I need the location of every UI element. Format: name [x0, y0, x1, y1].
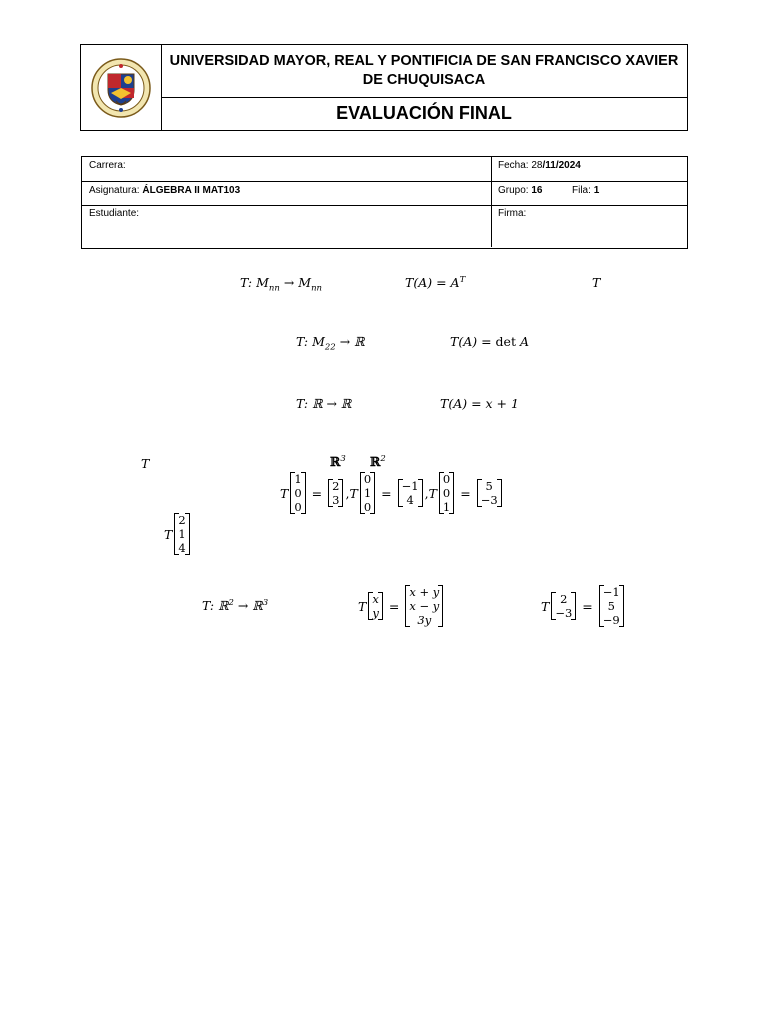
info-row-carrera	[82, 157, 687, 182]
firma-field[interactable]	[492, 205, 687, 247]
carrera-field[interactable]	[82, 157, 492, 181]
p3-map: T: ℝ → ℝ	[296, 396, 352, 411]
asignatura-field	[82, 181, 492, 205]
p4-T: T	[141, 456, 150, 471]
p4-e2-matrix: 0 1 0	[360, 472, 375, 514]
p4-r2: ℝ$^2$	[370, 454, 386, 470]
p2-definition: T(A) = det A	[450, 334, 529, 349]
p4-v1-matrix: 2 3	[328, 479, 343, 507]
grupo-field	[492, 181, 687, 205]
p5-arg-matrix: 2 −3	[551, 592, 576, 620]
grupo-value: 16	[531, 185, 543, 196]
p5-res-matrix: −1 5 −9	[599, 585, 624, 627]
university-name: UNIVERSIDAD MAYOR, REAL Y PONTIFICIA DE SAN FRANCISCO XAVIER DE CHUQUISACA	[161, 45, 687, 98]
logo-cell	[81, 45, 162, 130]
p4-equations: T 1 0 0 = 2 3 , T 0 1 0 = −1 4 , T 0 0 1 = 5 −3	[280, 472, 504, 514]
fila-label: Fila:	[572, 185, 591, 196]
p4-query: T 2 1 4	[164, 513, 192, 555]
fecha-rest: /11/2024	[542, 160, 581, 171]
asignatura-label: Asignatura:	[89, 185, 140, 196]
p1-map: T: $M_{nn} \to M_{nn}$	[240, 275, 323, 294]
p4-r3: ℝ$^3$	[330, 454, 346, 470]
estudiante-label: Estudiante:	[89, 208, 140, 219]
info-table	[81, 156, 688, 249]
university-crest-icon	[90, 57, 152, 119]
p4-v2-matrix: −1 4	[398, 479, 423, 507]
p4-query-matrix: 2 1 4	[174, 513, 189, 555]
p5-in-matrix: x y	[368, 592, 383, 620]
p3-definition: T(A) = x + 1	[440, 396, 519, 411]
p1-definition: $T(A) = A^T$	[405, 275, 466, 291]
p5-definition: T x y = x + y x − y 3y	[358, 585, 445, 627]
p5-map: T: ℝ$^2$ → ℝ$^3$	[202, 598, 269, 614]
fila-field	[572, 185, 599, 196]
info-row-estudiante	[82, 205, 687, 247]
fecha-label: Fecha:	[498, 160, 529, 171]
fila-value: 1	[593, 185, 600, 196]
firma-label: Firma:	[498, 208, 527, 219]
info-row-asignatura	[82, 181, 687, 206]
header-box	[80, 44, 688, 131]
p1-tail: T	[592, 275, 601, 290]
p4-e3-matrix: 0 0 1	[439, 472, 454, 514]
p4-e1-matrix: 1 0 0	[290, 472, 305, 514]
p5-out-matrix: x + y x − y 3y	[405, 585, 443, 627]
p4-v3-matrix: 5 −3	[477, 479, 502, 507]
grupo-label: Grupo:	[498, 185, 529, 196]
asignatura-value: ÁLGEBRA II MAT103	[142, 185, 241, 196]
fecha-day: 28	[531, 160, 543, 171]
exam-title: EVALUACIÓN FINAL	[336, 103, 512, 123]
p2-map: T: $M_{22}$ → ℝ	[296, 334, 365, 353]
estudiante-field[interactable]	[82, 205, 492, 247]
fecha-field	[492, 157, 687, 181]
carrera-label: Carrera:	[89, 160, 126, 171]
p5-evaluation: T 2 −3 = −1 5 −9	[541, 585, 626, 627]
